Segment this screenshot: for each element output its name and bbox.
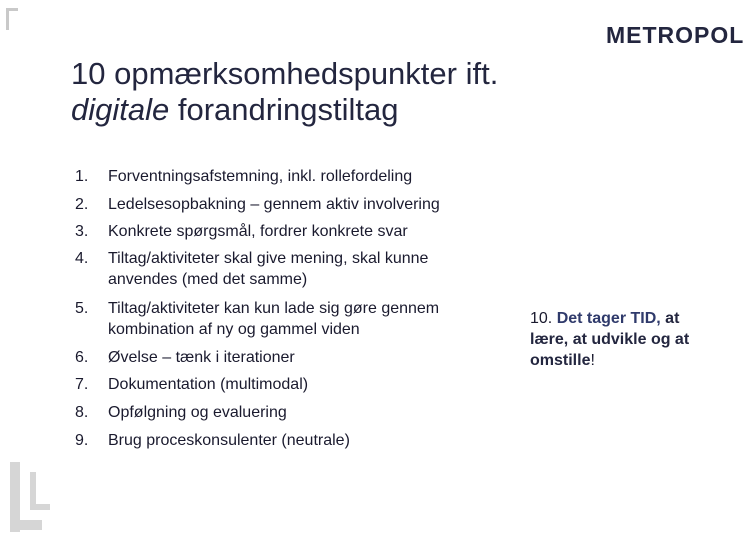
title-italic-word: digitale bbox=[71, 92, 170, 127]
title-line1: 10 opmærksomhedspunkter ift. bbox=[71, 56, 499, 91]
item-number: 6. bbox=[75, 349, 89, 366]
item-text: Konkrete spørgsmål, fordrer konkrete svar bbox=[108, 223, 408, 240]
item-number: 3. bbox=[75, 223, 89, 240]
item-number: 1. bbox=[75, 168, 89, 185]
side-note-text: at lære, at udvikle og at omstille bbox=[530, 310, 690, 369]
item-text: Ledelsesopbakning – gennem aktiv involvering bbox=[108, 196, 440, 213]
side-note-number: 10. bbox=[530, 310, 553, 327]
item-text: Opfølgning og evaluering bbox=[108, 404, 287, 421]
item-text: Øvelse – tænk i iterationer bbox=[108, 349, 295, 366]
item-number: 4. bbox=[75, 250, 89, 267]
side-note-exclamation: ! bbox=[590, 352, 595, 369]
item-number: 5. bbox=[75, 300, 89, 317]
slide-title bbox=[71, 56, 671, 128]
item-text: Forventningsafstemning, inkl. rollefordeling bbox=[108, 168, 413, 185]
metropol-logo: METROPOL bbox=[606, 22, 744, 48]
item-text: Dokumentation (multimodal) bbox=[108, 376, 309, 393]
title-line2: forandringstiltag bbox=[169, 92, 399, 127]
item-number: 9. bbox=[75, 432, 89, 449]
corner-bracket-decoration bbox=[6, 8, 18, 30]
item-number: 7. bbox=[75, 376, 89, 393]
item-number: 8. bbox=[75, 404, 89, 421]
item-text: Tiltag/aktiviteter kan kun lade sig gøre gennem kombination af ny og gammel viden bbox=[108, 300, 440, 338]
item-text: Tiltag/aktiviteter skal give mening, skal kunne anvendes (med det samme) bbox=[108, 250, 429, 288]
bottom-logo-decoration bbox=[10, 462, 46, 532]
side-note-emphasis: Det tager TID, bbox=[552, 310, 661, 327]
item-text: Brug proceskonsulenter (neutrale) bbox=[108, 432, 350, 449]
decoration-bar bbox=[30, 504, 50, 510]
item-number: 2. bbox=[75, 196, 89, 213]
side-note bbox=[530, 308, 710, 371]
decoration-bar bbox=[10, 520, 42, 530]
